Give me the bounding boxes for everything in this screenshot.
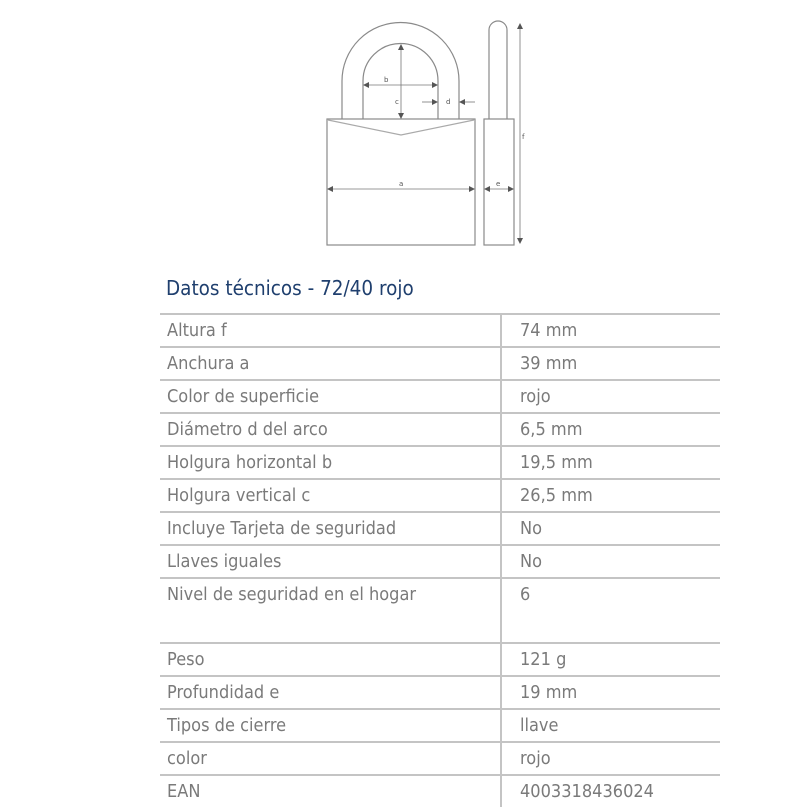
spec-value: 19,5 mm: [501, 446, 720, 479]
dimension-lines: [328, 24, 520, 243]
table-row: [160, 709, 720, 742]
table-row: [160, 446, 720, 479]
label-a: a: [399, 180, 404, 188]
table-row: [160, 775, 720, 807]
spec-label: EAN: [160, 775, 501, 807]
table-row: [160, 413, 720, 446]
spec-label: Profundidad e: [160, 676, 501, 709]
table-row: [160, 347, 720, 380]
table-row: [160, 479, 720, 512]
padlock-dimension-diagram: [0, 0, 800, 260]
spec-label: Altura f: [160, 314, 501, 347]
spec-label: color: [160, 742, 501, 775]
spec-value: 121 g: [501, 643, 720, 676]
table-row: [160, 643, 720, 676]
spec-value: No: [501, 512, 720, 545]
spec-label: Holgura vertical c: [160, 479, 501, 512]
label-e: e: [496, 180, 501, 188]
padlock-drawing: [0, 0, 800, 260]
label-f: f: [522, 133, 525, 141]
spec-label: Holgura horizontal b: [160, 446, 501, 479]
spec-label: Incluye Tarjeta de seguridad: [160, 512, 501, 545]
spec-label: Tipos de cierre: [160, 709, 501, 742]
spec-label: Color de superficie: [160, 380, 501, 413]
shackle-front: [342, 23, 459, 120]
table-row: [160, 545, 720, 578]
table-row: [160, 578, 720, 643]
spec-label: Peso: [160, 643, 501, 676]
table-row: [160, 742, 720, 775]
spec-value: rojo: [501, 380, 720, 413]
spec-label: Anchura a: [160, 347, 501, 380]
spec-value: rojo: [501, 742, 720, 775]
spec-label: Llaves iguales: [160, 545, 501, 578]
spec-value: No: [501, 545, 720, 578]
label-c: c: [395, 98, 399, 106]
spec-value: 26,5 mm: [501, 479, 720, 512]
dimension-labels: [384, 76, 525, 188]
table-row: [160, 380, 720, 413]
section-title: Datos técnicos - 72/40 rojo: [166, 276, 414, 300]
label-d: d: [446, 98, 451, 106]
spec-value: 74 mm: [501, 314, 720, 347]
table-row: [160, 314, 720, 347]
label-b: b: [384, 76, 389, 84]
spec-value: 4003318436024: [501, 775, 720, 807]
table-row: [160, 512, 720, 545]
spec-value: 6,5 mm: [501, 413, 720, 446]
spec-table: [160, 313, 720, 807]
spec-value: 19 mm: [501, 676, 720, 709]
spec-label: Nivel de seguridad en el hogar: [160, 578, 501, 643]
spec-value: 39 mm: [501, 347, 720, 380]
table-row: [160, 676, 720, 709]
spec-value: llave: [501, 709, 720, 742]
side-view: [484, 21, 514, 245]
spec-label: Diámetro d del arco: [160, 413, 501, 446]
spec-value: 6: [501, 578, 720, 643]
